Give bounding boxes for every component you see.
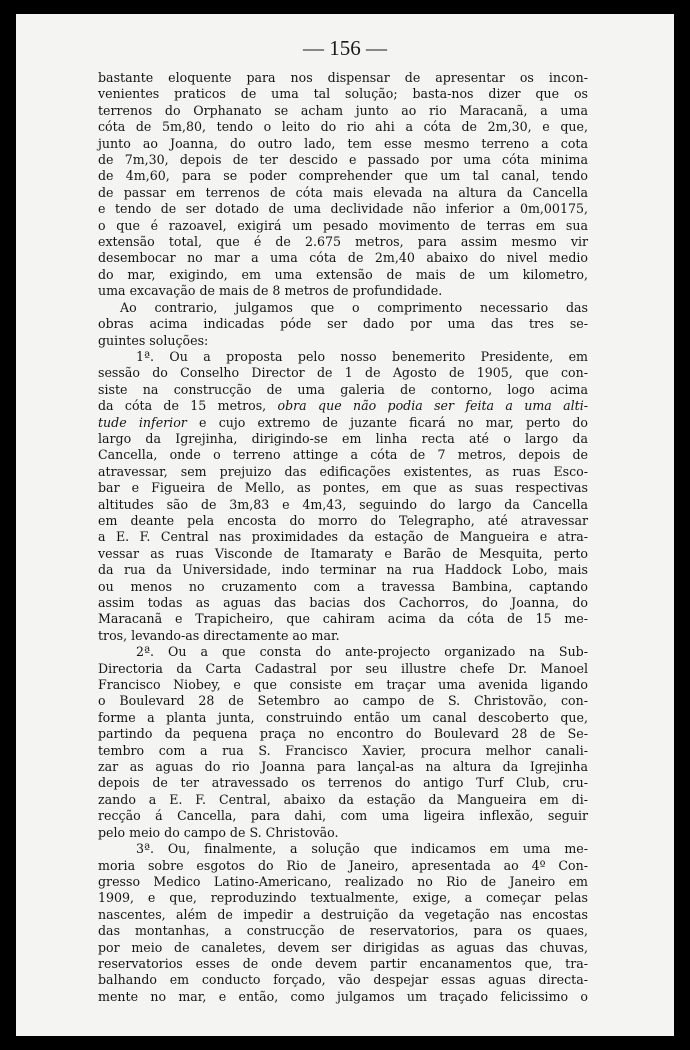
- text-line: 2ª. Ou a que consta do ante-projecto organizado na Sub-: [136, 644, 588, 660]
- text-line: o Boulevard 28 de Setembro ao campo de S. Christovão, con-: [98, 693, 588, 709]
- text-line: de 7m,30, depois de ter descido e passado por uma cóta minima: [98, 152, 588, 168]
- text-line: guintes soluções:: [98, 332, 209, 348]
- text-line: 1ª. Ou a proposta pelo nosso benemerito Presidente, em: [136, 348, 588, 364]
- paragraph-solution-2: [98, 644, 588, 841]
- text-line: [98, 398, 588, 414]
- text-line: de 4m,60, para se poder comprehender que um tal canal, tendo: [98, 168, 588, 184]
- text-line: sessão do Conselho Director de 1 de Agosto de 1905, que con-: [98, 365, 588, 381]
- text-line: reservatorios esses de onde devem partir encanamentos que, tra-: [98, 955, 588, 971]
- text-line: moria sobre esgotos do Rio de Janeiro, apresentada ao 4º Con-: [98, 857, 588, 873]
- text-line: 3ª. Ou, finalmente, a solução que indicamos em uma me-: [136, 841, 588, 857]
- text-segment: e cujo extremo de juzante ficará no mar, perto do: [199, 414, 589, 430]
- italic-text: tude inferior: [98, 414, 187, 430]
- text-line: mente no mar, e então, como julgamos um traçado felicissimo o: [98, 988, 588, 1004]
- text-line: zar as aguas do rio Joanna para lançal-as na altura da Igrejinha: [98, 759, 588, 775]
- text-line: cóta de 5m,80, tendo o leito do rio ahi a cóta de 2m,30, e que,: [98, 119, 588, 135]
- text-line: junto ao Joanna, do outro lado, tem esse mesmo terreno a cota: [98, 135, 588, 151]
- text-line: siste na construcção de uma galeria de contorno, logo acima: [98, 381, 588, 397]
- text-line: Francisco Niobey, e que consiste em traçar uma avenida ligando: [98, 677, 588, 693]
- text-line: altitudes são de 3m,83 e 4m,43, seguindo do largo da Cancella: [98, 496, 588, 512]
- page-number: — 156 —: [303, 36, 387, 60]
- text-line: obras acima indicadas póde ser dado por uma das tres se-: [98, 316, 588, 332]
- text-line: forme a planta junta, construindo então um canal descoberto que,: [98, 709, 588, 725]
- text-line: [98, 415, 588, 431]
- book-page: [16, 14, 674, 1036]
- text-line: assim todas as aguas das bacias dos Cachorros, do Joanna, do: [98, 595, 588, 610]
- text-line: em deante pela encosta do morro do Telegrapho, até atravessar: [98, 512, 588, 528]
- text-line: Directoria da Carta Cadastral por seu illustre chefe Dr. Manoel: [98, 660, 588, 676]
- text-line: atravessar, sem prejuizo das edificações existentes, as ruas Esco-: [98, 463, 588, 479]
- text-line: por meio de canaletes, devem ser dirigidas as aguas das chuvas,: [98, 939, 588, 955]
- text-line: bar e Figueira de Mello, as pontes, em que as suas respectivas: [98, 480, 588, 496]
- text-line: zando a E. F. Central, abaixo da estação da Mangueira em di-: [98, 791, 588, 807]
- text-line: ou menos no cruzamento com a travessa Bambina, captando: [98, 578, 588, 594]
- text-line: extensão total, que é de 2.675 metros, para assim mesmo vir: [98, 234, 588, 250]
- text-line: pelo meio do campo de S. Christovão.: [98, 824, 339, 840]
- text-line: vessar as ruas Visconde de Itamaraty e Barão de Mesquita, perto: [98, 545, 588, 561]
- body-text: [98, 70, 588, 1005]
- text-line: terrenos do Orphanato se acham junto ao rio Maracanã, a uma: [98, 102, 588, 118]
- text-line: gresso Medico Latino-Americano, realizado no Rio de Janeiro em: [98, 873, 588, 889]
- text-line: nascentes, além de impedir a destruição da vegetação nas encostas: [98, 906, 588, 922]
- text-line: de passar em terrenos de cóta mais elevada na altura da Cancella: [98, 184, 588, 200]
- text-line: o que é razoavel, exigirá um pesado movimento de terras em sua: [98, 217, 588, 233]
- text-line: bastante eloquente para nos dispensar de apresentar os incon-: [98, 70, 588, 85]
- text-line: venientes praticos de uma tal solução; basta-nos dizer que os: [98, 86, 588, 102]
- text-line: e tendo de ser dotado de uma declividade não inferior a 0m,00175,: [98, 201, 588, 217]
- text-line: Cancella, onde o terreno attinge a cóta de 7 metros, depois de: [98, 447, 588, 463]
- text-line: a E. F. Central nas proximidades da estação de Mangueira e atra-: [98, 529, 588, 545]
- paragraph-2: [98, 300, 588, 349]
- paragraph-1: [98, 70, 588, 300]
- text-line: depois de ter atravessado os terrenos do antigo Turf Club, cru-: [98, 775, 588, 791]
- text-line: tros, levando-as directamente ao mar.: [98, 627, 340, 643]
- text-line: balhando em conducto forçado, vão despejar essas aguas directa-: [98, 972, 588, 988]
- text-line: recção á Cancella, para dahi, com uma ligeira inflexão, seguir: [98, 808, 588, 824]
- text-line: tembro com a rua S. Francisco Xavier, procura melhor canali-: [98, 742, 588, 758]
- paragraph-solution-1: [98, 349, 588, 644]
- paragraph-solution-3: [98, 841, 588, 1005]
- text-line: Maracanã e Trapicheiro, que cahiram acima da cóta de 15 me-: [98, 611, 588, 627]
- text-line: 1909, e que, reproduzindo textualmente, exige, a começar pelas: [98, 890, 588, 906]
- text-line: largo da Igrejinha, dirigindo-se em linha recta até o largo da: [98, 430, 588, 446]
- text-line: partindo da pequena praça no encontro do Boulevard 28 de Se-: [98, 726, 588, 742]
- text-line: uma excavação de mais de 8 metros de profundidade.: [98, 283, 443, 299]
- italic-text: obra que não podia ser feita a uma alti-: [277, 398, 588, 414]
- text-segment: da cóta de 15 metros,: [98, 398, 267, 414]
- text-line: das montanhas, a construcção de reservatorios, para os quaes,: [98, 923, 588, 939]
- text-line: desembocar no mar a uma cóta de 2m,40 abaixo do nivel medio: [98, 250, 588, 266]
- text-line: da rua da Universidade, indo terminar na rua Haddock Lobo, mais: [98, 562, 588, 578]
- text-line: Ao contrario, julgamos que o comprimento necessario das: [120, 299, 588, 315]
- text-line: do mar, exigindo, em uma extensão de mais de um kilometro,: [98, 266, 588, 282]
